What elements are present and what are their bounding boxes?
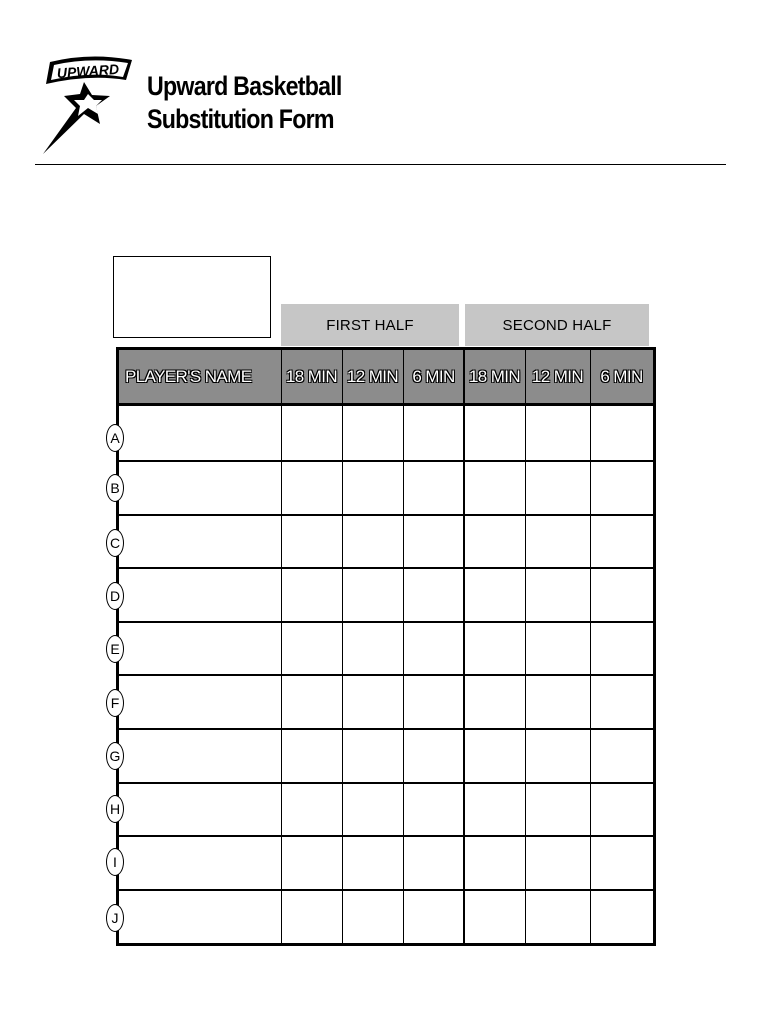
player-letter-i: I: [106, 848, 124, 876]
title-line-1: Upward Basketball: [147, 71, 342, 101]
form-title: [147, 70, 342, 136]
player-letter-f: F: [106, 689, 124, 717]
column-header-player-name: PLAYER'S NAME: [125, 366, 252, 386]
player-letter-a: A: [106, 424, 124, 452]
title-line-2: Substitution Form: [147, 104, 334, 134]
half-divider: [463, 350, 465, 943]
column-divider: [403, 350, 404, 943]
column-divider: [281, 350, 282, 943]
header-divider: [35, 164, 726, 165]
row-divider: [119, 889, 653, 891]
column-header-second-12-min: 12 MIN: [531, 366, 584, 386]
player-letter-e: E: [106, 635, 124, 663]
row-divider: [119, 621, 653, 623]
column-header-second-6-min: 6 MIN: [600, 366, 643, 386]
player-letter-d: D: [106, 582, 124, 610]
upward-logo: [40, 50, 136, 158]
substitution-grid: [116, 347, 656, 946]
column-header-first-6-min: 6 MIN: [412, 366, 455, 386]
second-half-label: SECOND HALF: [465, 304, 649, 346]
column-header-row: [119, 350, 653, 406]
row-divider: [119, 514, 653, 516]
team-name-box[interactable]: [113, 256, 271, 338]
row-divider: [119, 460, 653, 462]
column-divider: [590, 350, 591, 943]
logo-wordmark: UPWARD: [56, 60, 120, 82]
player-letter-b: B: [106, 474, 124, 502]
column-header-first-12-min: 12 MIN: [346, 366, 399, 386]
first-half-label: FIRST HALF: [281, 304, 459, 346]
row-divider: [119, 728, 653, 730]
row-divider: [119, 782, 653, 784]
player-letter-g: G: [106, 742, 124, 770]
column-header-first-18-min: 18 MIN: [285, 366, 338, 386]
player-letter-c: C: [106, 529, 124, 557]
column-divider: [525, 350, 526, 943]
row-divider: [119, 674, 653, 676]
player-letter-j: J: [106, 904, 124, 932]
column-divider: [342, 350, 343, 943]
row-divider: [119, 567, 653, 569]
logo-star-icon: [43, 82, 110, 154]
column-header-second-18-min: 18 MIN: [468, 366, 521, 386]
player-letter-h: H: [106, 795, 124, 823]
row-divider: [119, 835, 653, 837]
